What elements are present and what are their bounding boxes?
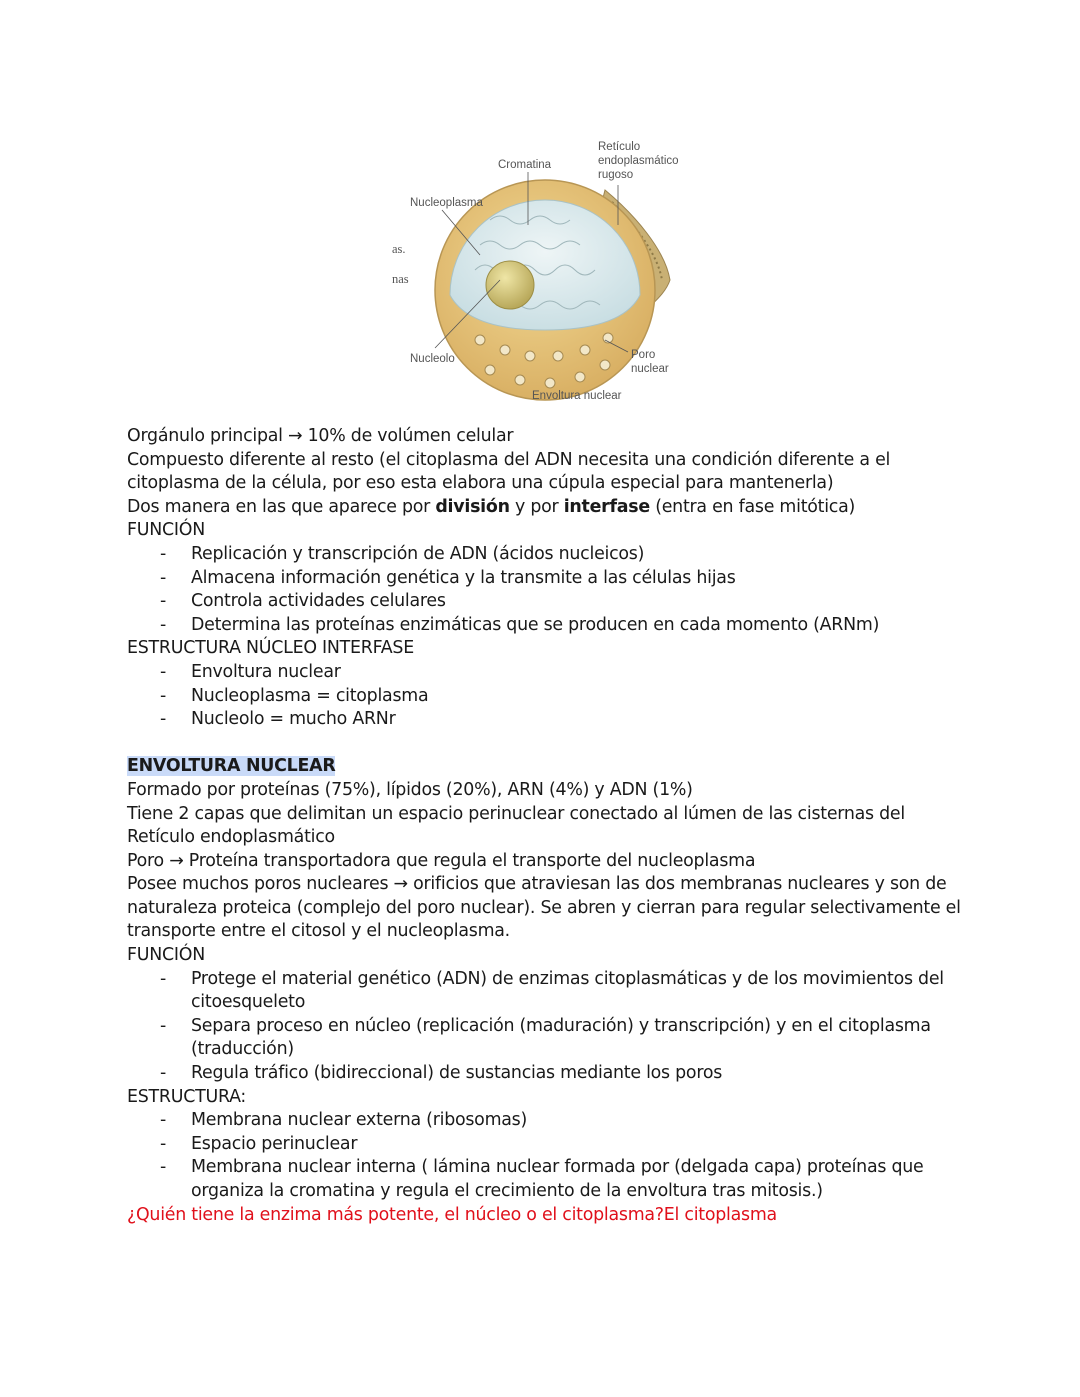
fragment-text: nas xyxy=(392,272,409,286)
label-reticulo: Retículo endoplasmático rugoso xyxy=(598,141,679,181)
intro-line: Compuesto diferente al resto (el citoplasma del ADN necesita una condición diferente a el citoplasma de la célula, por eso esta elabora una cúpula especial para mantenerla) xyxy=(127,449,891,494)
list-item: - Controla actividades celulares xyxy=(127,590,967,614)
label-envoltura: Envoltura nuclear xyxy=(532,390,622,402)
funcion-list xyxy=(127,543,967,637)
section-heading: ESTRUCTURA NÚCLEO INTERFASE xyxy=(127,638,414,659)
list-item: - Protege el material genético (ADN) de enzimas citoplasmáticas y de los movimientos del citoesqueleto xyxy=(127,968,967,1015)
intro-line xyxy=(127,496,967,520)
list-item: - Membrana nuclear interna ( lámina nuclear formada por (delgada capa) proteínas que organiza la cromatina y regula el crecimiento de la envoltura tras mitosis.) xyxy=(127,1156,967,1203)
envoltura-heading-line xyxy=(127,755,967,779)
list-item: - Nucleoplasma = citoplasma xyxy=(127,685,967,709)
envoltura-heading: ENVOLTURA NUCLEAR xyxy=(127,756,336,777)
estructura-list xyxy=(127,661,967,732)
list-item: - Membrana nuclear externa (ribosomas) xyxy=(127,1109,967,1133)
list-item: - Separa proceso en núcleo (replicación (maduración) y transcripción) y en el citoplasma (traducción) xyxy=(127,1015,967,1062)
funcion-list xyxy=(127,968,967,1086)
section-heading: FUNCIÓN xyxy=(127,520,205,541)
list-item: - Regula tráfico (bidireccional) de sustancias mediante los poros xyxy=(127,1062,967,1086)
list-item: - Almacena información genética y la transmite a las células hijas xyxy=(127,567,967,591)
label-poro: Poro nuclear xyxy=(631,349,669,375)
envoltura-line: Posee muchos poros nucleares → orificios que atraviesan las dos membranas nucleares y son de naturaleza proteica (complejo del poro nuclear). Se abren y cierran para regular selectivamente el transporte entre el citosol y el nucleoplasma. xyxy=(127,874,961,942)
text-run: y por xyxy=(509,496,564,517)
label-cromatina: Cromatina xyxy=(498,159,552,171)
fragment-text: as. xyxy=(392,242,406,256)
bold-term: interfase xyxy=(563,496,650,517)
text-run: (entra en fase mitótica) xyxy=(649,496,856,517)
list-item: - Envoltura nuclear xyxy=(127,661,967,685)
section-heading: ESTRUCTURA: xyxy=(127,1086,247,1107)
list-item: - Replicación y transcripción de ADN (ácidos nucleicos) xyxy=(127,543,967,567)
envoltura-line: Tiene 2 capas que delimitan un espacio perinuclear conectado al lúmen de las cisternas del Retículo endoplasmático xyxy=(127,803,905,848)
bold-term: división xyxy=(435,496,510,517)
document-body xyxy=(127,425,967,1227)
label-nucleolo: Nucleolo xyxy=(410,353,455,365)
list-item: - Espacio perinuclear xyxy=(127,1133,967,1157)
intro-line: Orgánulo principal → 10% de volúmen celular xyxy=(127,426,514,446)
envoltura-line: Formado por proteínas (75%), lípidos (20%), ARN (4%) y ADN (1%) xyxy=(127,779,693,800)
nucleus-diagram xyxy=(380,130,700,410)
question-answer: ¿Quién tiene la enzima más potente, el núcleo o el citoplasma?El citoplasma xyxy=(127,1204,777,1225)
text-run: Dos manera en las que aparece por xyxy=(127,496,436,517)
section-heading: FUNCIÓN xyxy=(127,945,205,966)
estructura-list xyxy=(127,1109,967,1203)
envoltura-line: Poro → Proteína transportadora que regula el transporte del nucleoplasma xyxy=(127,850,756,871)
list-item: - Nucleolo = mucho ARNr xyxy=(127,708,967,732)
label-nucleoplasma: Nucleoplasma xyxy=(410,197,483,209)
list-item: - Determina las proteínas enzimáticas que se producen en cada momento (ARNm) xyxy=(127,614,967,638)
